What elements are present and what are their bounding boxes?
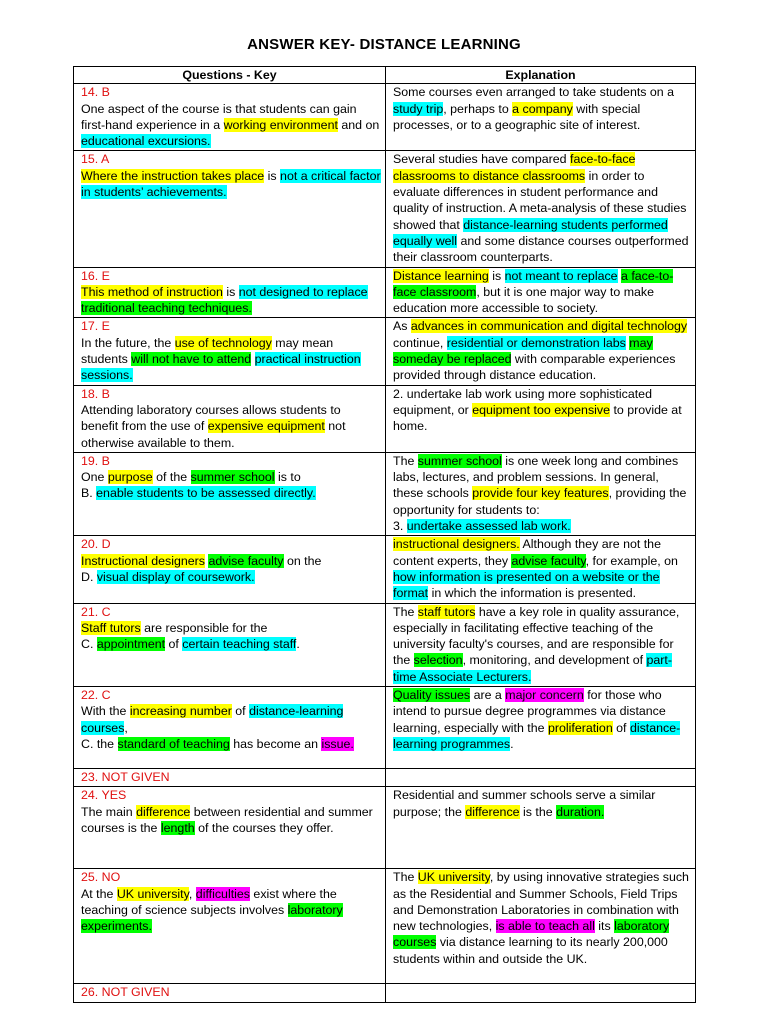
question-cell <box>74 787 386 869</box>
highlight-cyan: distance-learning students performed equally well <box>393 217 668 248</box>
plain-text: Some courses even arranged to take students on a <box>393 85 675 100</box>
highlight-magenta: major concern <box>505 687 584 702</box>
text-line <box>81 101 381 150</box>
plain-text: of the <box>152 470 191 485</box>
text-line <box>393 869 691 967</box>
text-line <box>81 485 381 501</box>
table-row <box>74 151 696 267</box>
table-row <box>74 84 696 151</box>
highlight-yellow: increasing number <box>129 704 232 719</box>
text-line <box>393 787 691 820</box>
plain-text: is <box>264 168 281 183</box>
explanation-cell <box>386 536 696 603</box>
highlight-green: standard of teaching <box>117 736 230 751</box>
highlight-yellow: UK university <box>417 870 490 885</box>
question-cell <box>74 686 386 768</box>
plain-text: , by using innovative strategies such as the Residential and Summer Schools, Field Trips and Demonstration Laboratories in combination with new technologies, <box>393 870 689 934</box>
plain-text: 3. <box>393 519 407 534</box>
question-cell <box>74 869 386 984</box>
text-line <box>81 335 381 384</box>
plain-text: The <box>393 453 418 468</box>
question-number: 17. E <box>81 319 110 334</box>
question-number: 16. E <box>81 268 110 283</box>
plain-text: The main <box>81 804 137 819</box>
table-row <box>74 385 696 452</box>
question-number: 20. D <box>81 537 111 552</box>
plain-text: of the courses they offer. <box>194 820 334 835</box>
highlight-yellow: equipment too expensive <box>472 402 610 417</box>
question-cell <box>74 84 386 151</box>
text-line <box>81 636 381 652</box>
highlight-yellow: Distance learning <box>393 268 489 283</box>
plain-text: is <box>488 268 505 283</box>
highlight-yellow: Instructional designers <box>81 553 205 568</box>
answer-key-table <box>73 66 696 1003</box>
highlight-yellow: instructional designers. <box>393 537 520 552</box>
answer-key-body <box>74 84 696 1002</box>
explanation-cell <box>386 318 696 385</box>
plain-text: in order to evaluate differences in student performance and quality of instruction. A meta-analysis of these studies showed that <box>393 168 687 232</box>
highlight-yellow: purpose <box>107 470 153 485</box>
table-header-row <box>74 67 696 84</box>
highlight-yellow: This method of instruction <box>81 284 223 299</box>
text-line <box>393 604 691 685</box>
text-line <box>81 620 381 636</box>
plain-text: for those who intend to pursue degree programmes via distance learning, especially with the <box>393 687 666 735</box>
plain-text: its <box>594 919 615 934</box>
plain-text: and some distance courses outperformed their classroom counterparts. <box>393 233 689 265</box>
question-number: 24. YES <box>81 788 127 803</box>
highlight-cyan: how information is presented on a website or the format <box>393 569 660 601</box>
question-number: 14. B <box>81 85 110 100</box>
plain-text: has become an <box>229 736 322 751</box>
table-row <box>74 686 696 768</box>
plain-text: have a key role in quality assurance, especially in facilitating effective teaching of the university faculty's courses, and are responsible for the <box>393 604 680 668</box>
highlight-yellow: Where the instruction takes place <box>81 168 265 183</box>
highlight-yellow: a company <box>512 101 573 116</box>
plain-text: , providing the opportunity for students to: <box>393 486 687 517</box>
highlight-green: duration. <box>556 804 605 819</box>
highlight-cyan: not meant to replace <box>504 268 618 283</box>
text-line <box>393 318 691 383</box>
explanation-cell <box>386 84 696 151</box>
plain-text: Attending laboratory courses allows students to benefit from the use of <box>81 402 341 434</box>
question-number: 26. NOT GIVEN <box>81 985 170 1000</box>
highlight-green: laboratory experiments. <box>81 902 343 934</box>
explanation-cell <box>386 603 696 686</box>
highlight-green: length <box>160 820 195 835</box>
plain-text: , monitoring, and development of <box>462 653 647 668</box>
question-number: 22. C <box>81 687 111 702</box>
text-line <box>393 386 691 435</box>
plain-text: of <box>612 720 630 735</box>
explanation-cell <box>386 686 696 768</box>
highlight-yellow: provide four key features <box>472 486 609 501</box>
highlight-cyan: undertake assessed lab work. <box>406 519 571 534</box>
text-line <box>81 736 381 752</box>
plain-text: , <box>188 886 196 901</box>
question-number: 19. B <box>81 453 110 468</box>
page-title: ANSWER KEY- DISTANCE LEARNING <box>247 36 521 53</box>
question-number: 23. NOT GIVEN <box>81 769 170 784</box>
highlight-green: summer school <box>417 453 502 468</box>
highlight-green: advise faculty <box>208 553 284 568</box>
plain-text: The <box>393 604 418 619</box>
plain-text: via distance learning to its nearly 200,000 students within and outside the UK. <box>393 935 668 966</box>
plain-text: , but it is one major way to make education more accessible to society. <box>393 284 655 316</box>
explanation-cell <box>386 151 696 267</box>
plain-text: in which the information is presented. <box>428 586 637 601</box>
highlight-yellow: difference <box>136 804 191 819</box>
highlight-cyan: not a critical factor in students’ achievements. <box>81 168 381 200</box>
question-number: 15. A <box>81 152 110 167</box>
plain-text: Several studies have compared <box>393 152 571 167</box>
highlight-cyan: practical instruction sessions. <box>81 352 361 383</box>
question-cell <box>74 318 386 385</box>
text-line <box>81 168 381 201</box>
plain-text: continue, <box>393 335 447 350</box>
explanation-cell <box>386 984 696 1002</box>
table-row <box>74 869 696 984</box>
plain-text: may mean students <box>81 335 334 367</box>
explanation-column-header: Explanation <box>386 67 696 84</box>
plain-text: of <box>165 637 183 652</box>
plain-text: is one week long and combines labs, lectures, and problem sessions. In general, these schools <box>393 453 679 501</box>
plain-text: C. <box>81 637 97 652</box>
highlight-yellow: working environment <box>223 117 338 132</box>
highlight-cyan: part-time Associate Lecturers. <box>393 653 672 684</box>
text-line <box>81 284 381 317</box>
table-row <box>74 787 696 869</box>
plain-text: In the future, the <box>81 335 175 350</box>
table-row <box>74 768 696 786</box>
plain-text: is to <box>274 470 301 485</box>
plain-text: on the <box>283 553 322 568</box>
question-number: 18. B <box>81 386 110 401</box>
highlight-green: will not have to attend <box>131 352 252 367</box>
plain-text: with comparable experiences provided through distance education. <box>393 352 676 383</box>
highlight-green: a face-to-face classroom <box>393 268 674 299</box>
table-row <box>74 452 696 535</box>
highlight-cyan: distance-learning courses <box>81 704 344 735</box>
plain-text: , for example, on <box>585 553 678 568</box>
explanation-cell <box>386 787 696 869</box>
table-row <box>74 267 696 318</box>
text-line <box>81 804 381 837</box>
plain-text: and on <box>337 117 380 132</box>
highlight-yellow: use of technology <box>174 335 272 350</box>
plain-text: . <box>296 637 300 652</box>
question-number: 25. NO <box>81 870 121 885</box>
plain-text: , <box>124 720 128 735</box>
highlight-green: summer school <box>190 470 275 485</box>
highlight-magenta: is able to teach all <box>495 919 595 934</box>
text-line <box>81 469 381 485</box>
plain-text: Residential and summer schools serve a similar purpose; the <box>393 788 656 819</box>
text-line <box>393 536 691 601</box>
highlight-yellow: UK university <box>116 886 189 901</box>
plain-text: The <box>393 870 418 885</box>
plain-text: are a <box>470 687 506 702</box>
plain-text: to provide at home. <box>393 402 682 434</box>
highlight-green: advise faculty <box>511 553 586 568</box>
plain-text: not otherwise available to them. <box>81 419 346 450</box>
question-cell <box>74 984 386 1002</box>
highlight-yellow: staff tutors <box>417 604 476 619</box>
highlight-cyan: distance-learning programmes <box>393 720 681 751</box>
question-cell <box>74 452 386 535</box>
highlight-cyan: visual display of coursework. <box>96 569 255 584</box>
table-row <box>74 318 696 385</box>
highlight-cyan: study trip <box>393 101 444 116</box>
text-line <box>81 703 381 736</box>
highlight-green: appointment <box>96 637 166 652</box>
table-row <box>74 984 696 1002</box>
plain-text: Although they are not the content experts, they <box>393 537 661 568</box>
plain-text: At the <box>81 886 117 901</box>
plain-text: B. <box>81 486 97 501</box>
highlight-yellow: face-to-face classrooms to distance classrooms <box>393 152 636 183</box>
question-cell <box>74 267 386 318</box>
text-line <box>81 402 381 451</box>
highlight-yellow: difference <box>465 804 520 819</box>
table-row <box>74 603 696 686</box>
highlight-yellow: advances in communication and digital technology <box>410 319 688 334</box>
highlight-green: Quality issues <box>393 687 471 702</box>
text-line <box>393 151 691 265</box>
plain-text: C. the <box>81 736 118 751</box>
highlight-cyan: enable students to be assessed directly. <box>96 486 316 501</box>
text-line <box>393 518 691 534</box>
question-cell <box>74 768 386 786</box>
highlight-cyan: not designed to replace <box>238 284 368 299</box>
question-cell <box>74 151 386 267</box>
plain-text: between residential and summer courses is the <box>81 804 373 835</box>
highlight-green: selection <box>413 653 463 668</box>
highlight-yellow: expensive equipment <box>207 419 325 434</box>
highlight-cyan: residential or demonstration labs <box>446 335 626 350</box>
highlight-cyan: certain teaching staff <box>182 637 297 652</box>
highlight-yellow: proliferation <box>547 720 613 735</box>
highlight-green: traditional teaching techniques. <box>81 301 252 316</box>
plain-text: , perhaps to <box>443 101 513 116</box>
explanation-cell <box>386 869 696 984</box>
plain-text: exist where the teaching of science subjects involves <box>81 886 337 917</box>
text-line <box>393 268 691 317</box>
plain-text: are responsible for the <box>140 620 268 635</box>
plain-text: As <box>393 319 411 334</box>
question-cell <box>74 385 386 452</box>
text-line <box>81 569 381 585</box>
plain-text: One <box>81 470 108 485</box>
question-number: 21. C <box>81 604 111 619</box>
plain-text: 2. undertake lab work using more sophisticated equipment, or <box>393 386 652 417</box>
explanation-cell <box>386 385 696 452</box>
plain-text: D. <box>81 569 97 584</box>
explanation-cell <box>386 452 696 535</box>
plain-text: . <box>510 736 514 751</box>
plain-text: is the <box>519 804 557 819</box>
text-line <box>393 453 691 518</box>
highlight-green: laboratory courses <box>393 919 670 950</box>
plain-text: is <box>222 284 239 299</box>
text-line <box>81 553 381 569</box>
text-line <box>393 687 691 752</box>
question-cell <box>74 603 386 686</box>
table-row <box>74 536 696 603</box>
highlight-yellow: Staff tutors <box>81 620 141 635</box>
plain-text: With the <box>81 704 130 719</box>
highlight-green: may someday be replaced <box>393 335 653 367</box>
highlight-cyan: educational excursions. <box>81 134 211 149</box>
plain-text: with special processes, or to a geographic site of interest. <box>393 101 641 132</box>
explanation-cell <box>386 768 696 786</box>
plain-text: of <box>231 704 250 719</box>
questions-column-header: Questions - Key <box>74 67 386 84</box>
plain-text: One aspect of the course is that students can gain first-hand experience in a <box>81 101 357 132</box>
text-line <box>393 84 691 133</box>
text-line <box>81 886 381 935</box>
question-cell <box>74 536 386 603</box>
highlight-magenta: issue. <box>321 736 354 751</box>
explanation-cell <box>386 267 696 318</box>
highlight-magenta: difficulties <box>195 886 250 901</box>
